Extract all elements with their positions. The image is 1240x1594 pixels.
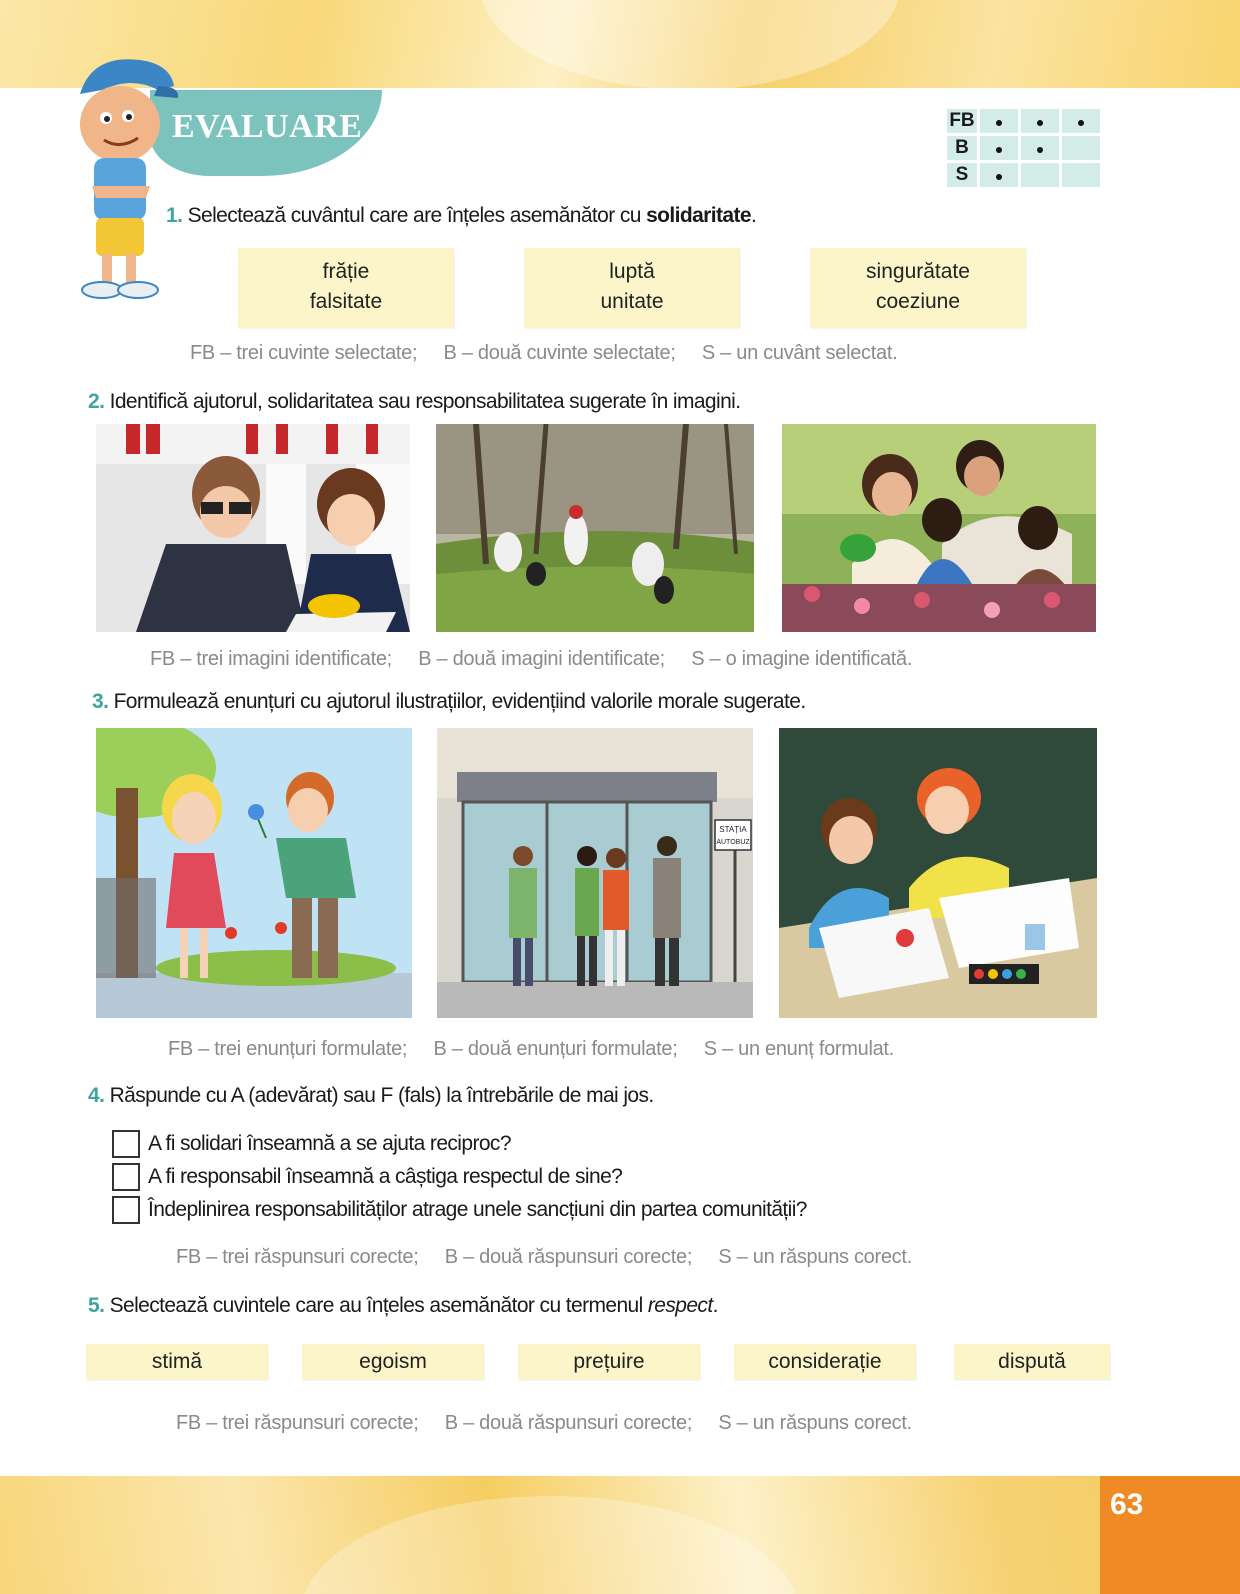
boy-giving-flower-illustration bbox=[96, 728, 412, 1018]
bus-stop-illustration bbox=[437, 728, 753, 1018]
task-text-end: . bbox=[750, 204, 757, 227]
task-number: 4. bbox=[88, 1084, 105, 1107]
bottom-decorative-band bbox=[0, 1476, 1240, 1594]
word-card-3[interactable] bbox=[810, 248, 1026, 328]
task-1-criteria: FB – trei cuvinte selectate; B – două cuvinte selectate; S – un cuvânt selectat. bbox=[190, 342, 898, 364]
bus-stop-sign-line2: AUTOBUZ bbox=[716, 839, 750, 846]
word-option-2[interactable]: egoism bbox=[302, 1344, 484, 1380]
word-option: coeziune bbox=[875, 290, 961, 313]
grade-dot bbox=[1078, 120, 1084, 126]
grade-dot bbox=[1037, 147, 1043, 153]
word-option-3[interactable]: prețuire bbox=[518, 1344, 700, 1380]
task-text: Identifică ajutorul, solidaritatea sau responsabilitatea sugerate în imagini. bbox=[109, 390, 741, 413]
word-card-1[interactable] bbox=[238, 248, 454, 328]
word-card-2[interactable] bbox=[524, 248, 740, 328]
grade-label: S bbox=[947, 163, 977, 187]
word-option: falsitate bbox=[309, 290, 383, 313]
question-text: A fi responsabil înseamnă a câștiga respectul de sine? bbox=[148, 1165, 623, 1188]
word-option-1[interactable]: stimă bbox=[86, 1344, 268, 1380]
family-gardening-photo bbox=[782, 424, 1096, 632]
grade-dot bbox=[996, 147, 1002, 153]
question-text: Îndeplinirea responsabilităților atrage unele sancțiuni din partea comunității? bbox=[148, 1198, 807, 1221]
task-4-instruction bbox=[88, 1084, 654, 1108]
task-2-instruction bbox=[88, 390, 740, 414]
answer-box-2[interactable] bbox=[112, 1163, 140, 1191]
page-number: 63 bbox=[1110, 1488, 1144, 1521]
task-number: 3. bbox=[92, 690, 109, 713]
word-option: frăție bbox=[322, 260, 370, 283]
grade-label: B bbox=[947, 136, 977, 160]
task-number: 1. bbox=[166, 204, 183, 227]
task-1-instruction bbox=[166, 204, 756, 228]
task-5-criteria: FB – trei răspunsuri corecte; B – două răspunsuri corecte; S – un răspuns corect. bbox=[176, 1412, 912, 1434]
grade-row-s bbox=[947, 163, 1100, 187]
word-option: unitate bbox=[600, 290, 664, 313]
task-text: Selectează cuvântul care are înțeles asemănător cu bbox=[187, 204, 647, 227]
grade-row-b bbox=[947, 136, 1100, 160]
word-option-4[interactable]: considerație bbox=[734, 1344, 916, 1380]
section-title: EVALUARE bbox=[172, 108, 363, 145]
mascot-boy-illustration bbox=[62, 46, 182, 304]
question-text: A fi solidari înseamnă a se ajuta reciproc? bbox=[148, 1132, 511, 1155]
bus-stop-sign-line1: STAȚIA bbox=[719, 825, 747, 834]
word-option: luptă bbox=[609, 260, 655, 283]
task-text-end: . bbox=[712, 1294, 718, 1317]
task-text: Răspunde cu A (adevărat) sau F (fals) la întrebările de mai jos. bbox=[109, 1084, 654, 1107]
word-option: singurătate bbox=[866, 260, 970, 283]
grade-row-fb bbox=[947, 109, 1100, 133]
task-text: Formulează enunțuri cu ajutorul ilustrațiilor, evidențiind valorile morale sugerate. bbox=[113, 690, 806, 713]
task-3-instruction bbox=[92, 690, 806, 714]
grade-dot bbox=[996, 174, 1002, 180]
task-4-criteria: FB – trei răspunsuri corecte; B – două răspunsuri corecte; S – un răspuns corect. bbox=[176, 1246, 912, 1268]
task-3-criteria: FB – trei enunțuri formulate; B – două enunțuri formulate; S – un enunț formulat. bbox=[168, 1038, 894, 1060]
task-5-instruction bbox=[88, 1294, 718, 1318]
task-number: 5. bbox=[88, 1294, 105, 1317]
grading-legend-table bbox=[944, 106, 1103, 190]
volunteers-cleaning-park-photo bbox=[436, 424, 754, 632]
task-text: Selectează cuvintele care au înțeles asemănător cu termenul bbox=[109, 1294, 648, 1317]
children-reading-photo bbox=[96, 424, 410, 632]
word-option-5[interactable]: dispută bbox=[954, 1344, 1110, 1380]
task-number: 2. bbox=[88, 390, 105, 413]
top-decorative-band bbox=[0, 0, 1240, 88]
task-2-criteria: FB – trei imagini identificate; B – două imagini identificate; S – o imagine identificată. bbox=[150, 648, 913, 670]
answer-box-3[interactable] bbox=[112, 1196, 140, 1224]
task-term: respect bbox=[647, 1294, 713, 1317]
grade-dot bbox=[1037, 120, 1043, 126]
children-painting-illustration bbox=[779, 728, 1097, 1018]
task-term: solidaritate bbox=[646, 204, 751, 227]
grade-label: FB bbox=[947, 109, 977, 133]
grade-dot bbox=[996, 120, 1002, 126]
answer-box-1[interactable] bbox=[112, 1130, 140, 1158]
